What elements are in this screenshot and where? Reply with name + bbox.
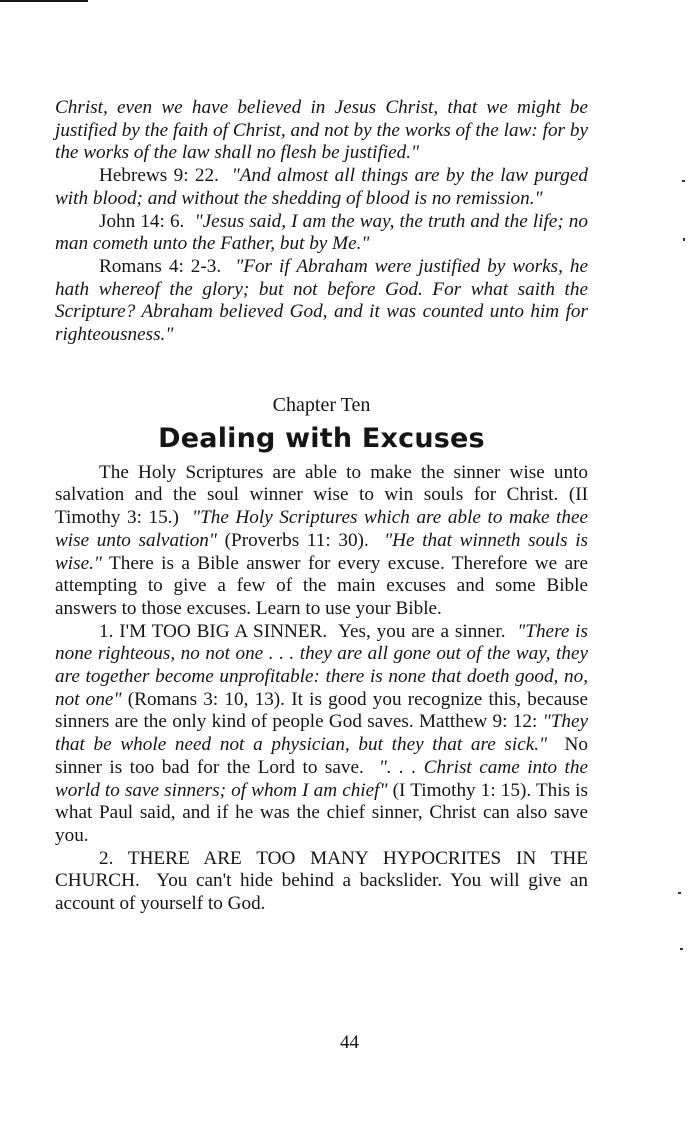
verse-reference: John 14: 6. — [99, 210, 185, 232]
intro-text-3: There is a Bible answer for every excuse. Therefore we are attempting to give a few of the main excuses and some Bible answers to those excuses. Learn to use your Bible. — [55, 552, 588, 619]
verse-paragraph — [55, 256, 588, 347]
verse-text: "And almost all things are by the law purged with blood; and without the shedding of blood is no remission." — [55, 165, 589, 209]
margin-mark — [682, 180, 685, 182]
excuse-1-heading: 1. I'M TOO BIG A SINNER. — [99, 620, 328, 642]
intro-text-2: (Proverbs 11: 30). — [224, 529, 369, 551]
margin-mark — [683, 238, 685, 241]
verse-reference: Hebrews 9: 22. — [99, 165, 219, 187]
excuse-1-quote-3: ". . . Christ came into the world to save sinners; of whom I am chief" — [55, 756, 588, 801]
chapter-title: Dealing with Excuses — [158, 422, 485, 454]
continuation-text: Christ, even we have believed in Jesus Christ, that we might be justified by the faith of Christ, and not by the works of the law: for by the works of the law shall no flesh be justified." — [55, 97, 588, 164]
excuse-1-text-1: Yes, you are a sinner. — [338, 620, 506, 642]
continuation-paragraph — [55, 97, 588, 165]
margin-mark — [678, 892, 681, 894]
verse-paragraph — [55, 211, 588, 256]
verse-text: "For if Abraham were justified by works, he hath whereof the glory; but not before God. For what saith the Scripture? Abraham believed God, and it was counted unto him for righteousness." — [55, 255, 588, 346]
excuse-2-paragraph — [55, 848, 588, 916]
excuse-1-quote-2: "They that be whole need not a physician, but they that are sick." — [55, 711, 589, 756]
intro-text-1: The Holy Scriptures are able to make the sinner wise unto salvation and the soul winner wise to win souls for Christ. (II Timothy 3: 15.) — [55, 461, 588, 529]
verse-paragraph — [55, 165, 588, 210]
excuse-1-text-4: (I Timothy 1: 15). This is what Paul said, and if he was the chief sinner, Christ can also save you. — [55, 779, 588, 846]
excuse-1-paragraph — [55, 621, 588, 848]
verse-reference: Romans 4: 2-3. — [99, 255, 222, 277]
margin-mark — [680, 948, 683, 950]
excuse-1-text-2: (Romans 3: 10, 13). It is good you recognize this, because sinners are the only kind of people God saves. Matthew 9: 12: — [55, 688, 589, 733]
intro-quote-1: "The Holy Scriptures which are able to make thee wise unto salvation" — [55, 507, 588, 551]
intro-quote-2: "He that winneth souls is wise." — [55, 529, 589, 574]
excuse-1-quote-1: "There is none righteous, no not one . . . they are all gone out of the way, they are together become unprofitable: there is none that doeth good, no, not one" — [55, 620, 588, 710]
verse-text: "Jesus said, I am the way, the truth and the life; no man cometh unto the Father, but by Me." — [55, 210, 588, 255]
intro-paragraph — [55, 462, 588, 621]
excuse-2-text: You can't hide behind a backslider. You will give an account of yourself to God. — [55, 870, 588, 915]
top-rule — [0, 0, 88, 2]
excuse-1-text-3: No sinner is too bad for the Lord to save. — [55, 734, 588, 778]
excuse-2-heading: 2. THERE ARE TOO MANY HYPOCRITES IN THE CHURCH. — [55, 847, 588, 892]
chapter-label: Chapter Ten — [272, 393, 371, 416]
book-page — [55, 97, 588, 916]
page-number: 44 — [340, 1032, 359, 1053]
